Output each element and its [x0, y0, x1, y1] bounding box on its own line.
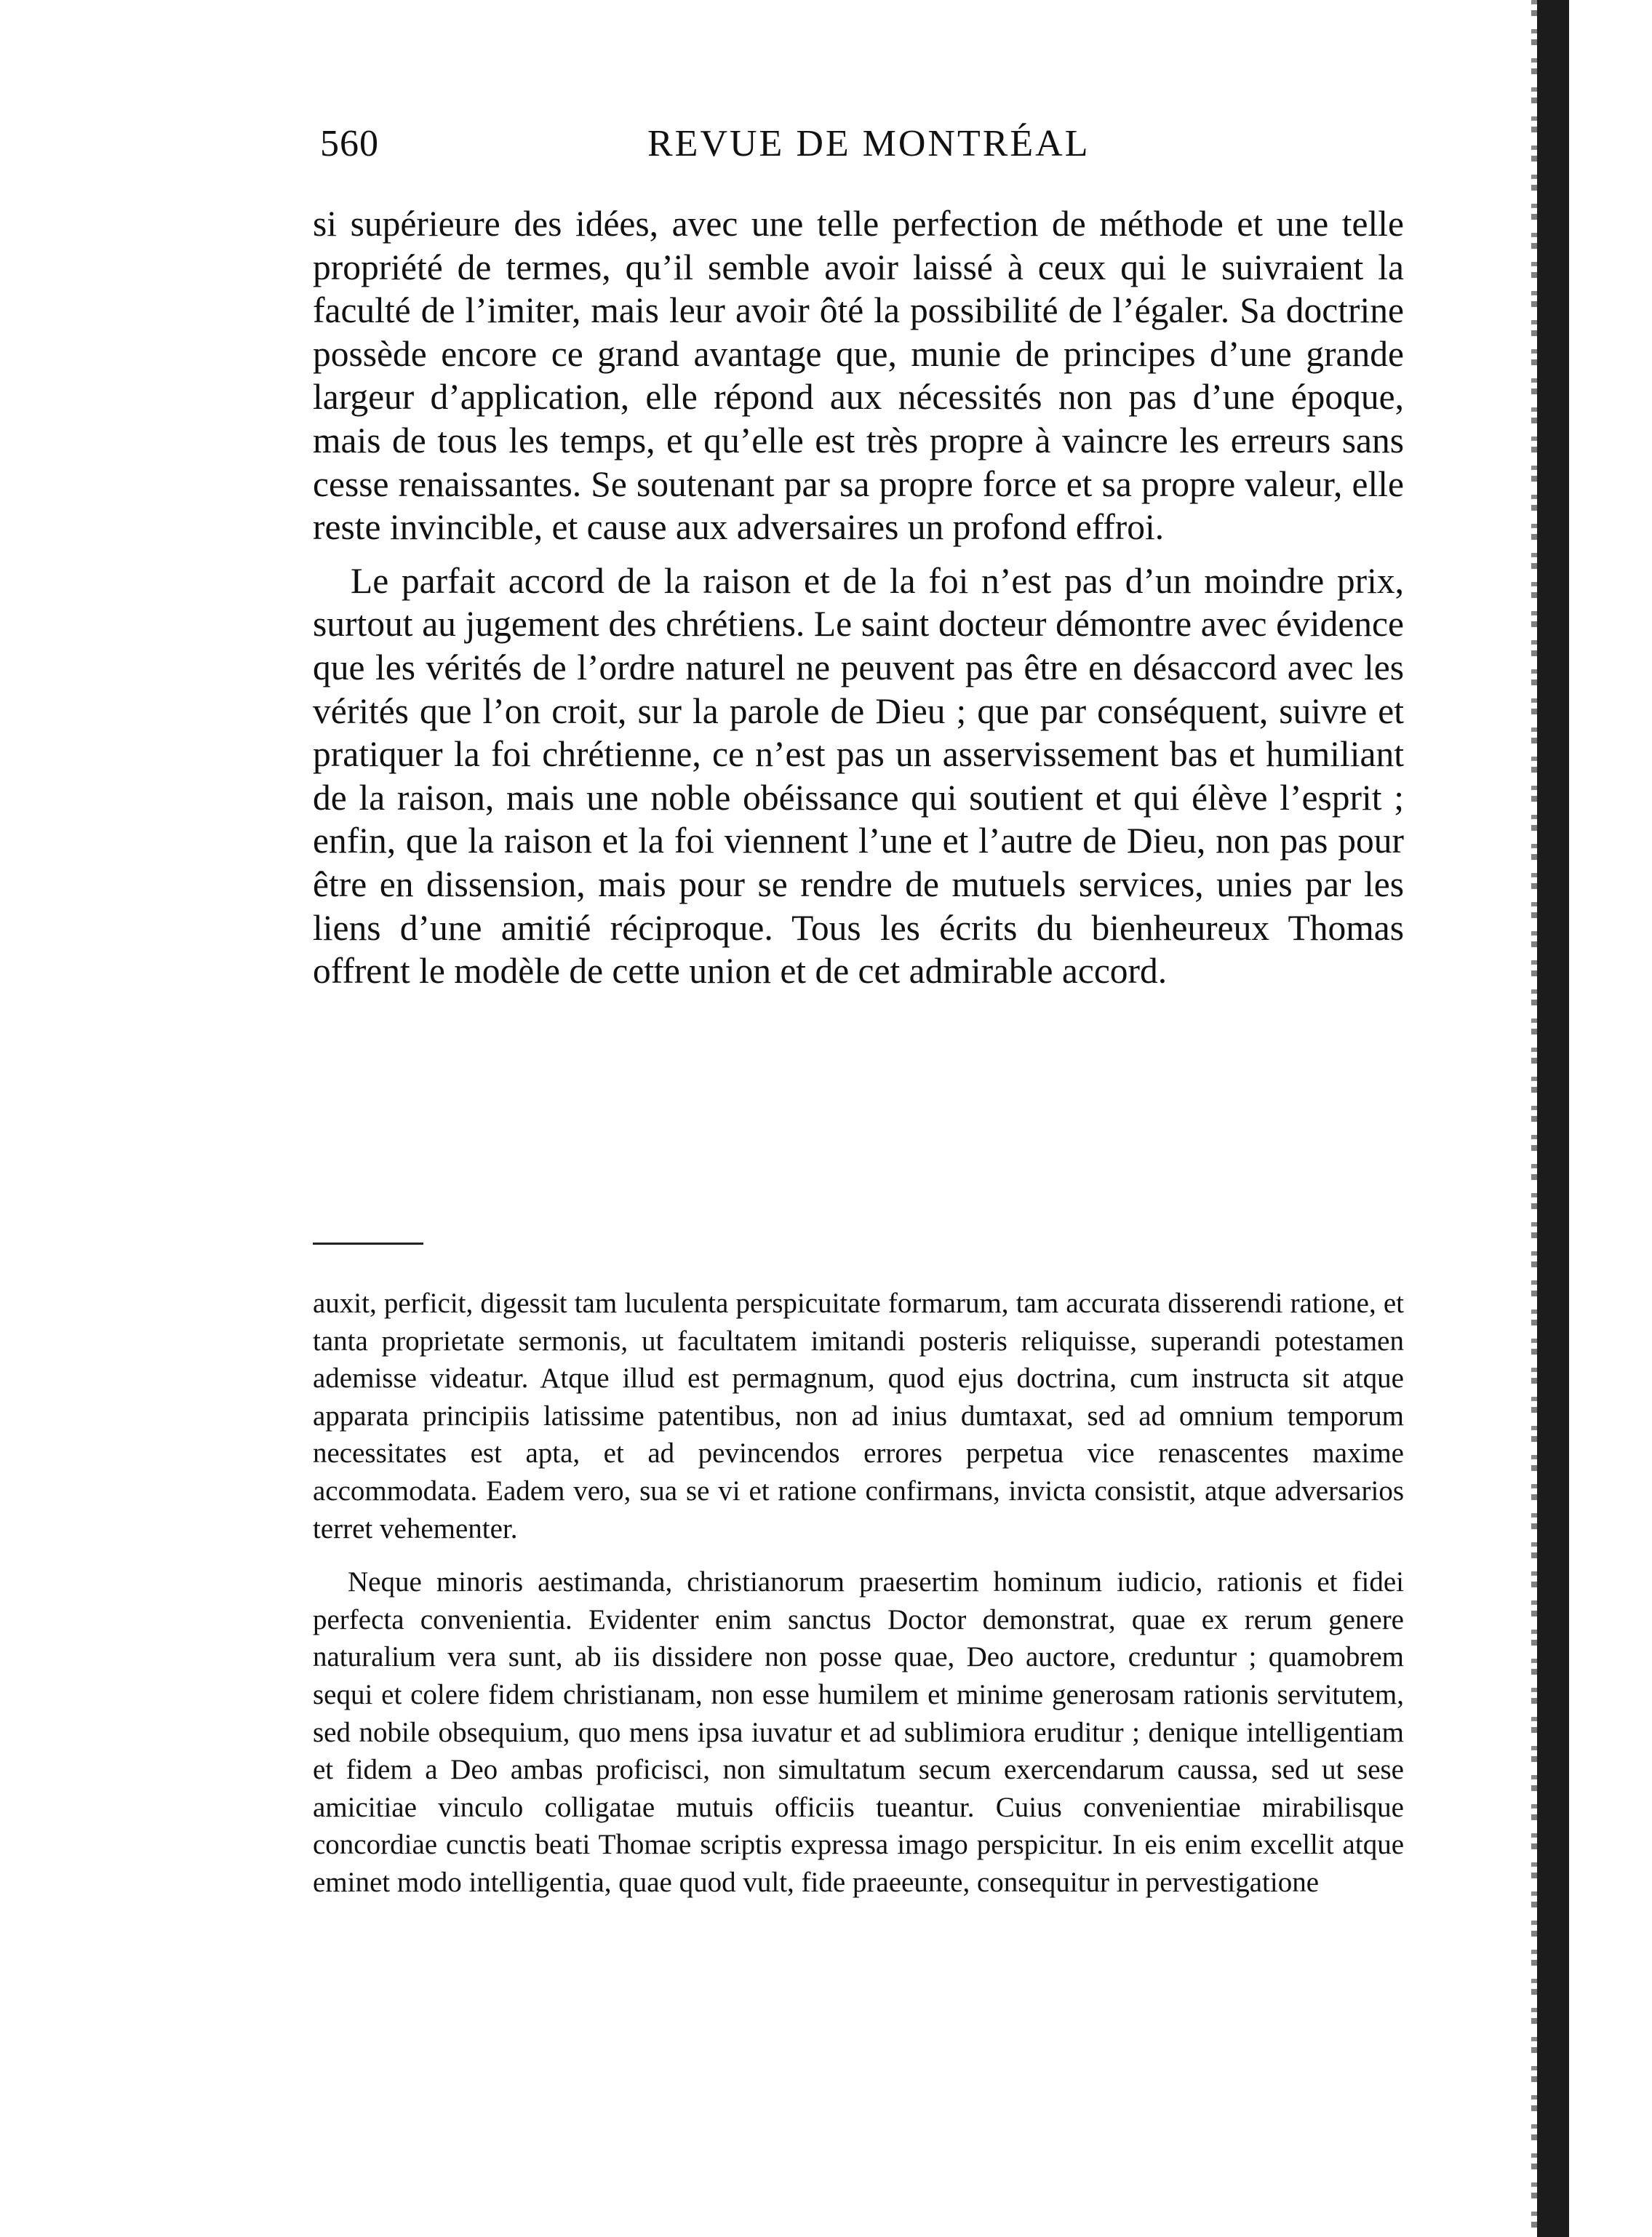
main-paragraph: si supérieure des idées, avec une telle perfection de méthode et une telle propriété de termes, qu’il semble avoir laissé à ceux qui le suivraient la faculté de l’imiter, mais leur avoir ôté la possibilité de l’égaler. Sa doctrine possède encore ce grand avantage que, munie de principes d’une grande largeur d’application, elle répond aux nécessités non pas d’une époque, mais de tous les temps, et qu’elle est très propre à vaincre les erreurs sans cesse renaissantes. Se soutenant par sa propre force et sa propre valeur, elle reste invincible, et cause aux adversaires un profond effroi.: [313, 204, 1404, 548]
footnote-paragraph: auxit, perficit, digessit tam luculenta perspicuitate formarum, tam accurata disserendi ratione, et tanta proprietate sermonis, ut facultatem imitandi posteris reliquisse, superandi potestamen ademisse videatur. Atque illud est permagnum, quod ejus doctrina, cum instructa sit atque apparata principiis latissime patentibus, non ad inius dumtaxat, sed ad omnium temporum necessitates est apta, et ad pevincendos errores perpetua vice renascentes maxime accommodata. Eadem vero, sua se vi et ratione confirmans, invicta consistit, atque adversarios terret vehementer.: [313, 1288, 1404, 1544]
main-paragraph: Le parfait accord de la raison et de la foi n’est pas d’un moindre prix, surtout au jugement des chrétiens. Le saint docteur démontre avec évidence que les vérités de l’ordre naturel ne peuvent pas être en désaccord avec les vérités que l’on croit, sur la parole de Dieu ; que par conséquent, suivre et pratiquer la foi chrétienne, ce n’est pas un asservissement bas et humiliant de la raison, mais une noble obéissance qui soutient et qui élève l’esprit ; enfin, que la raison et la foi viennent l’une et l’autre de Dieu, non pas pour être en dissension, mais pour se rendre de mutuels services, unies par les liens d’une amitié réciproque. Tous les écrits du bienheureux Thomas offrent le modèle de cette union et de cet admirable accord.: [313, 560, 1404, 992]
footnote-paragraph: Neque minoris aestimanda, christianorum praesertim hominum iudicio, rationis et fidei perfecta convenientia. Evidenter enim sanctus Doctor demonstrat, quae ex rerum genere naturalium vera sunt, ab iis dissidere non posse quae, Deo auctore, creduntur ; quamobrem sequi et colere fidem christianam, non esse humilem et minime generosam rationis servitutem, sed nobile obsequium, quo mens ipsa iuvatur et ad sublimiora eruditur ; denique intelligentiam et fidem a Deo ambas proficisci, non simultatum secum exercendarum caussa, sed ut sese amicitiae vinculo colligatae mutuis officiis tueantur. Cuius convenientiae mirabilisque concordiae cunctis beati Thomae scriptis expressa imago perspicitur. In eis enim excellit atque eminet modo intelligentia, quae quod vult, fide praeeunte, consequitur in pervestigatione: [313, 1566, 1404, 1898]
footnote-text: [313, 1285, 1404, 1902]
page-number: 560: [320, 123, 379, 164]
footnote-separator-rule: [313, 1243, 423, 1245]
page-header: [320, 116, 1404, 175]
main-body-text: [313, 202, 1404, 993]
running-title: REVUE DE MONTRÉAL: [647, 123, 1090, 164]
scanned-binding-edge: [1537, 0, 1569, 2237]
